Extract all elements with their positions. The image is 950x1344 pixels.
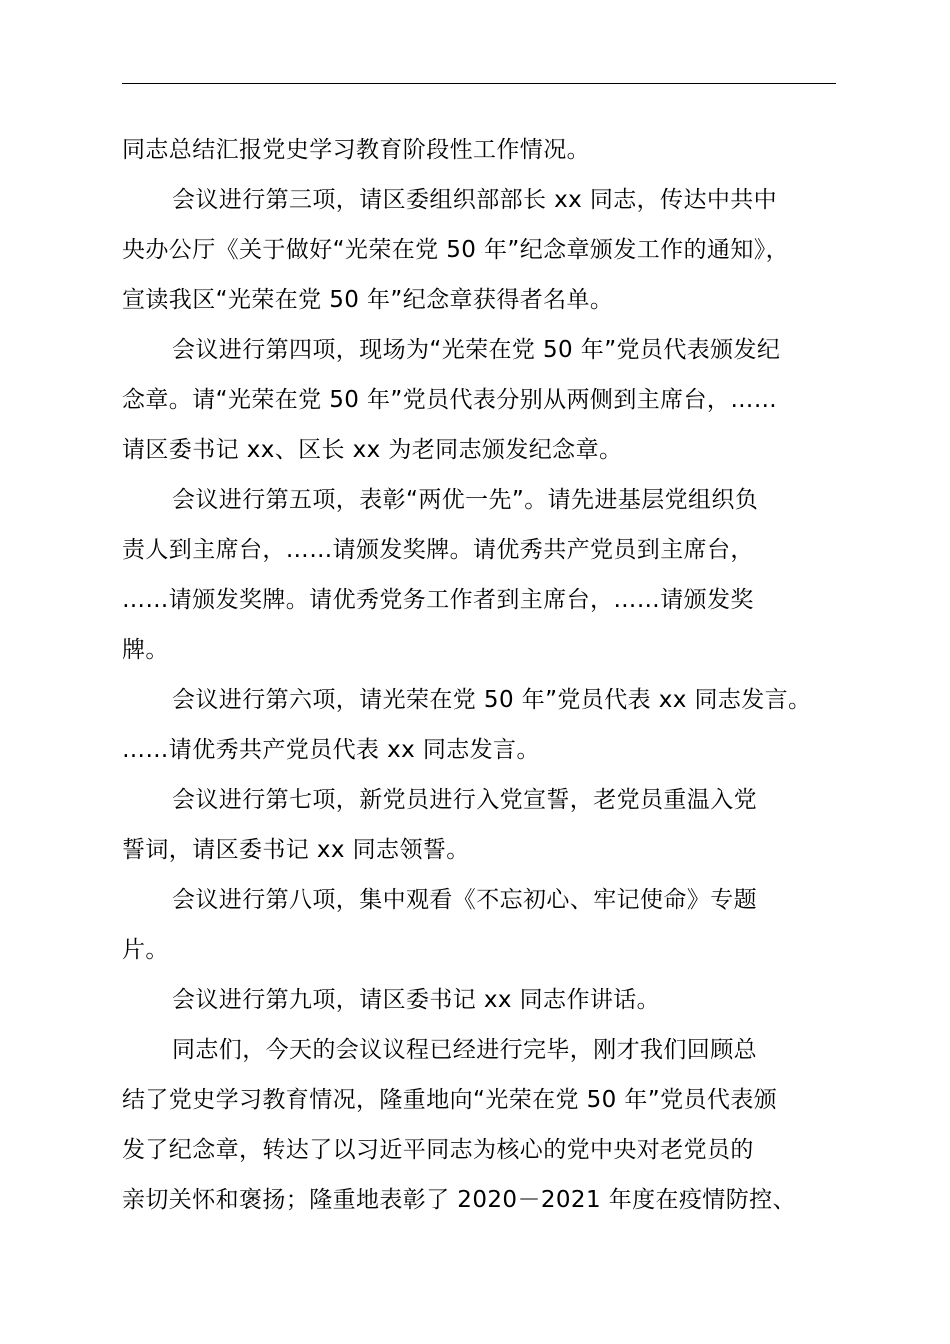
text-line: 会议进行第四项，现场为“光荣在党 50 年”党员代表颁发纪 (172, 337, 781, 363)
text-line: ……请颁发奖牌。请优秀党务工作者到主席台，……请颁发奖 (122, 587, 754, 613)
text-line: 结了党史学习教育情况，隆重地向“光荣在党 50 年”党员代表颁 (122, 1087, 778, 1113)
text-line: 会议进行第五项，表彰“两优一先”。请先进基层党组织负 (172, 487, 759, 513)
text-line: 同志们，今天的会议议程已经进行完毕，刚才我们回顾总 (172, 1037, 757, 1063)
text-line: 发了纪念章，转达了以习近平同志为核心的党中央对老党员的 (122, 1137, 754, 1163)
document-body (122, 125, 862, 1225)
header-divider (122, 83, 836, 84)
text-line: 片。 (122, 937, 169, 963)
text-line: 同志总结汇报党史学习教育阶段性工作情况。 (122, 137, 590, 163)
text-line: ……请优秀共产党员代表 xx 同志发言。 (122, 737, 540, 763)
text-line: 会议进行第三项，请区委组织部部长 xx 同志，传达中共中 (172, 187, 778, 213)
text-line: 誓词，请区委书记 xx 同志领誓。 (122, 837, 470, 863)
text-line: 请区委书记 xx、区长 xx 为老同志颁发纪念章。 (122, 437, 623, 463)
text-line: 会议进行第七项，新党员进行入党宣誓，老党员重温入党 (172, 787, 757, 813)
text-line: 念章。请“光荣在党 50 年”党员代表分别从两侧到主席台，…… (122, 387, 778, 413)
text-line: 宣读我区“光荣在党 50 年”纪念章获得者名单。 (122, 287, 614, 313)
text-line: 责人到主席台，……请颁发奖牌。请优秀共产党员到主席台， (122, 537, 754, 563)
text-line: 会议进行第六项，请光荣在党 50 年”党员代表 xx 同志发言。 (172, 687, 812, 713)
text-line: 牌。 (122, 637, 169, 663)
text-line: 会议进行第九项，请区委书记 xx 同志作讲话。 (172, 987, 661, 1013)
text-line: 亲切关怀和褒扬；隆重地表彰了 2020－2021 年度在疫情防控、 (122, 1187, 796, 1213)
text-line: 会议进行第八项，集中观看《不忘初心、牢记使命》专题 (172, 887, 757, 913)
text-line: 央办公厅《关于做好“光荣在党 50 年”纪念章颁发工作的通知》， (122, 237, 790, 263)
